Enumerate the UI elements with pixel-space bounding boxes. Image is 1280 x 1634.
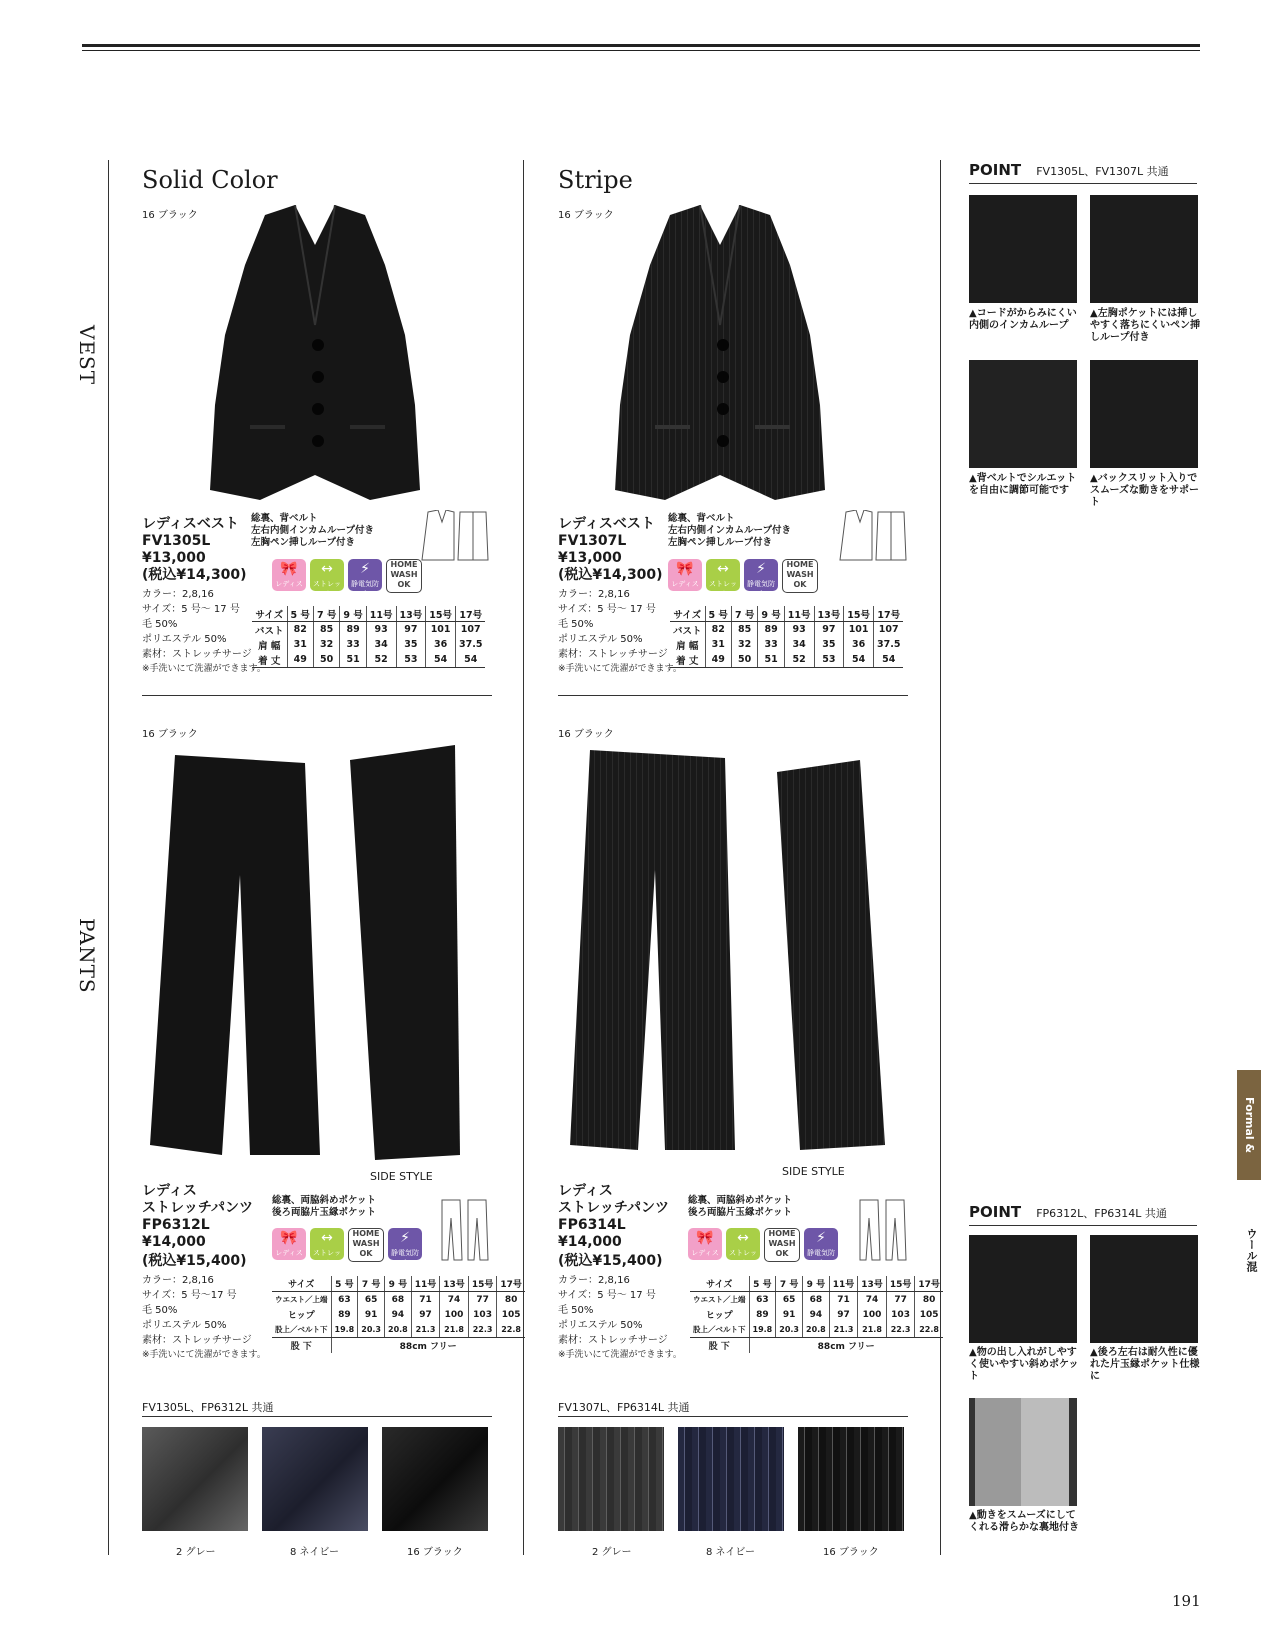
stretch-icon: ↔ ストレッチ (726, 1228, 760, 1260)
divider (558, 1416, 908, 1417)
detail-caption: ▲左胸ポケットには挿しやすく落ちにくいペン挿しループ付き (1090, 308, 1200, 343)
care-icons (272, 559, 426, 598)
product-specs: カラー：2,8,16 サイズ：5 号～ 17 号 毛 50% ポリエステル 50% 素材：ストレッチサージ ※手洗いにて洗濯ができます。 (558, 589, 682, 674)
swatch-title: FV1305L、FP6312L 共通 (142, 1401, 274, 1414)
pants-front-image (570, 750, 740, 1155)
detail-caption: ▲背ベルトでシルエットを自由に調節可能です (969, 473, 1077, 496)
ladies-icon: 🎀 レディス (272, 1228, 306, 1260)
divider (969, 183, 1197, 184)
pants-color-label: 16 ブラック (558, 729, 614, 740)
home-wash-icon: HOME WASH OK (386, 559, 422, 593)
swatch-navy (262, 1427, 368, 1531)
detail-caption: ▲後ろ左右は耐久性に優れた片玉縁ポケット仕様に (1090, 1347, 1200, 1382)
point-header: POINT FP6312L、FP6314L 共通 (969, 1203, 1167, 1221)
product-price: ¥14,000 (558, 1234, 622, 1250)
product-name: レディス (558, 1183, 613, 1199)
vest-image (615, 205, 825, 505)
heading-solid-color: Solid Color (142, 166, 278, 194)
product-name-2: ストレッチパンツ (558, 1200, 670, 1216)
size-table: サイズ 5 号 7 号 9 号 11号 13号 15号 17号 ウエスト／上端 63 65 68 71 74 77 80 ヒップ 89 91 94 97 100 103 105 股上／ベルト下 19.8 20.3 20.8 21.3 21.8 22.3 22.8 股 下 88cm フリー (272, 1276, 525, 1353)
swatch-black (798, 1427, 904, 1531)
product-price: ¥14,000 (142, 1234, 206, 1250)
product-features: 総裏、背ベルト 左右内側インカムループ付き 左胸ペン挿しループ付き (251, 513, 375, 548)
care-icons (688, 1228, 842, 1267)
product-price-tax: (税込¥14,300) (558, 567, 663, 583)
top-rule-thin (82, 50, 1200, 51)
detail-caption: ▲バックスリット入りでスムーズな動きをサポート (1090, 473, 1199, 508)
product-specs: カラー：2,8,16 サイズ：5 号～17 号 毛 50% ポリエステル 50% 素材：ストレッチサージ ※手洗いにて洗濯ができます。 (142, 1275, 266, 1360)
product-features: 総裏、両脇斜めポケット 後ろ両脇片玉縁ポケット (272, 1195, 377, 1218)
vest-image (210, 205, 420, 505)
divider (969, 1225, 1197, 1226)
divider (142, 1416, 492, 1417)
antistatic-icon: ⚡ 静電気防止 (804, 1228, 838, 1260)
pants-side-image (345, 745, 460, 1160)
swatch-black (382, 1427, 488, 1531)
product-name: レディスベスト (558, 516, 655, 532)
top-rule (82, 44, 1200, 47)
product-name: レディスベスト (142, 516, 239, 532)
size-table: サイズ 5 号 7 号 9 号 11号 13号 15号 17号 ウエスト／上端 63 65 68 71 74 77 80 ヒップ 89 91 94 97 100 103 105 股上／ベルト下 19.8 20.3 20.8 21.3 21.8 22.3 22.8 股 下 88cm フリー (690, 1276, 943, 1353)
product-name-2: ストレッチパンツ (142, 1200, 254, 1216)
antistatic-icon: ⚡ 静電気防止 (388, 1228, 422, 1260)
detail-photo (1090, 360, 1198, 468)
divider (142, 695, 492, 696)
vest-line-drawing (420, 510, 490, 565)
pants-line-drawing (858, 1198, 908, 1263)
stretch-icon: ↔ ストレッチ (706, 559, 740, 591)
detail-photo (1090, 1235, 1198, 1343)
size-table: サイズ 5 号 7 号 9 号 11号 13号 15号 17号 バスト 82 85 89 93 97 101 107 肩 幅 31 32 33 34 35 36 37.5 着 丈 49 50 51 52 53 54 54 (670, 606, 903, 668)
side-style-label: SIDE STYLE (782, 1165, 845, 1178)
column-divider (108, 160, 109, 1555)
product-price-tax: (税込¥14,300) (142, 567, 247, 583)
vest-color-label: 16 ブラック (142, 210, 198, 221)
size-table: サイズ 5 号 7 号 9 号 11号 13号 15号 17号 バスト 82 85 89 93 97 101 107 肩 幅 31 32 33 34 35 36 37.5 着 丈 49 50 51 52 53 54 54 (252, 606, 485, 668)
product-code: FV1305L (142, 533, 211, 549)
pants-front-image (150, 755, 320, 1160)
swatch-label: 8 ネイビー (290, 1547, 339, 1558)
vest-line-drawing (838, 510, 908, 565)
product-specs: カラー：2,8,16 サイズ：5 号～ 17 号 毛 50% ポリエステル 50% 素材：ストレッチサージ ※手洗いにて洗濯ができます。 (142, 589, 266, 674)
detail-caption: ▲物の出し入れがしやすく使いやすい斜めポケット (969, 1347, 1079, 1382)
swatch-label: 2 グレー (176, 1547, 216, 1558)
detail-photo (969, 1398, 1077, 1506)
antistatic-icon: ⚡ 静電気防止 (348, 559, 382, 591)
ladies-icon: 🎀 レディス (688, 1228, 722, 1260)
antistatic-icon: ⚡ 静電気防止 (744, 559, 778, 591)
point-header: POINT FV1305L、FV1307L 共通 (969, 161, 1169, 179)
vest-color-label: 16 ブラック (558, 210, 614, 221)
swatch-title: FV1307L、FP6314L 共通 (558, 1401, 690, 1414)
product-price: ¥13,000 (142, 550, 206, 566)
home-wash-icon: HOME WASH OK (764, 1228, 800, 1262)
swatch-label: 2 グレー (592, 1547, 632, 1558)
side-style-label: SIDE STYLE (370, 1170, 433, 1183)
product-features: 総裏、両脇斜めポケット 後ろ両脇片玉縁ポケット (688, 1195, 793, 1218)
product-code: FV1307L (558, 533, 627, 549)
material-label: ウール混 (1245, 1228, 1258, 1272)
pants-side-image (775, 760, 890, 1150)
stretch-icon: ↔ ストレッチ (310, 1228, 344, 1260)
care-icons (272, 1228, 426, 1267)
section-label-vest: VEST (75, 325, 99, 386)
home-wash-icon: HOME WASH OK (348, 1228, 384, 1262)
product-price: ¥13,000 (558, 550, 622, 566)
section-label-pants: PANTS (75, 918, 99, 994)
product-code: FP6312L (142, 1217, 210, 1233)
detail-photo (969, 1235, 1077, 1343)
page-number: 191 (1172, 1592, 1201, 1610)
swatch-gray (142, 1427, 248, 1531)
pants-line-drawing (440, 1198, 490, 1263)
home-wash-icon: HOME WASH OK (782, 559, 818, 593)
stretch-icon: ↔ ストレッチ (310, 559, 344, 591)
swatch-gray (558, 1427, 664, 1531)
detail-photo (1090, 195, 1198, 303)
swatch-label: 8 ネイビー (706, 1547, 755, 1558)
product-code: FP6314L (558, 1217, 626, 1233)
ladies-icon: 🎀 レディス (668, 559, 702, 591)
product-name: レディス (142, 1183, 197, 1199)
detail-caption: ▲動きをスムーズにしてくれる滑らかな裏地付き (969, 1510, 1079, 1533)
divider (558, 695, 908, 696)
care-icons (668, 559, 822, 598)
product-features: 総裏、背ベルト 左右内側インカムループ付き 左胸ペン挿しループ付き (668, 513, 792, 548)
product-price-tax: (税込¥15,400) (558, 1253, 663, 1269)
product-price-tax: (税込¥15,400) (142, 1253, 247, 1269)
swatch-navy (678, 1427, 784, 1531)
swatch-label: 16 ブラック (407, 1547, 463, 1558)
heading-stripe: Stripe (558, 166, 633, 194)
product-specs: カラー：2,8,16 サイズ：5 号～ 17 号 毛 50% ポリエステル 50% 素材：ストレッチサージ ※手洗いにて洗濯ができます。 (558, 1275, 682, 1360)
category-tab[interactable]: Formal & Banquet (1237, 1070, 1261, 1180)
swatch-label: 16 ブラック (823, 1547, 879, 1558)
pants-color-label: 16 ブラック (142, 729, 198, 740)
detail-caption: ▲コードがからみにくい内側のインカムループ (969, 308, 1077, 331)
ladies-icon: 🎀 レディス (272, 559, 306, 591)
detail-photo (969, 360, 1077, 468)
detail-photo (969, 195, 1077, 303)
